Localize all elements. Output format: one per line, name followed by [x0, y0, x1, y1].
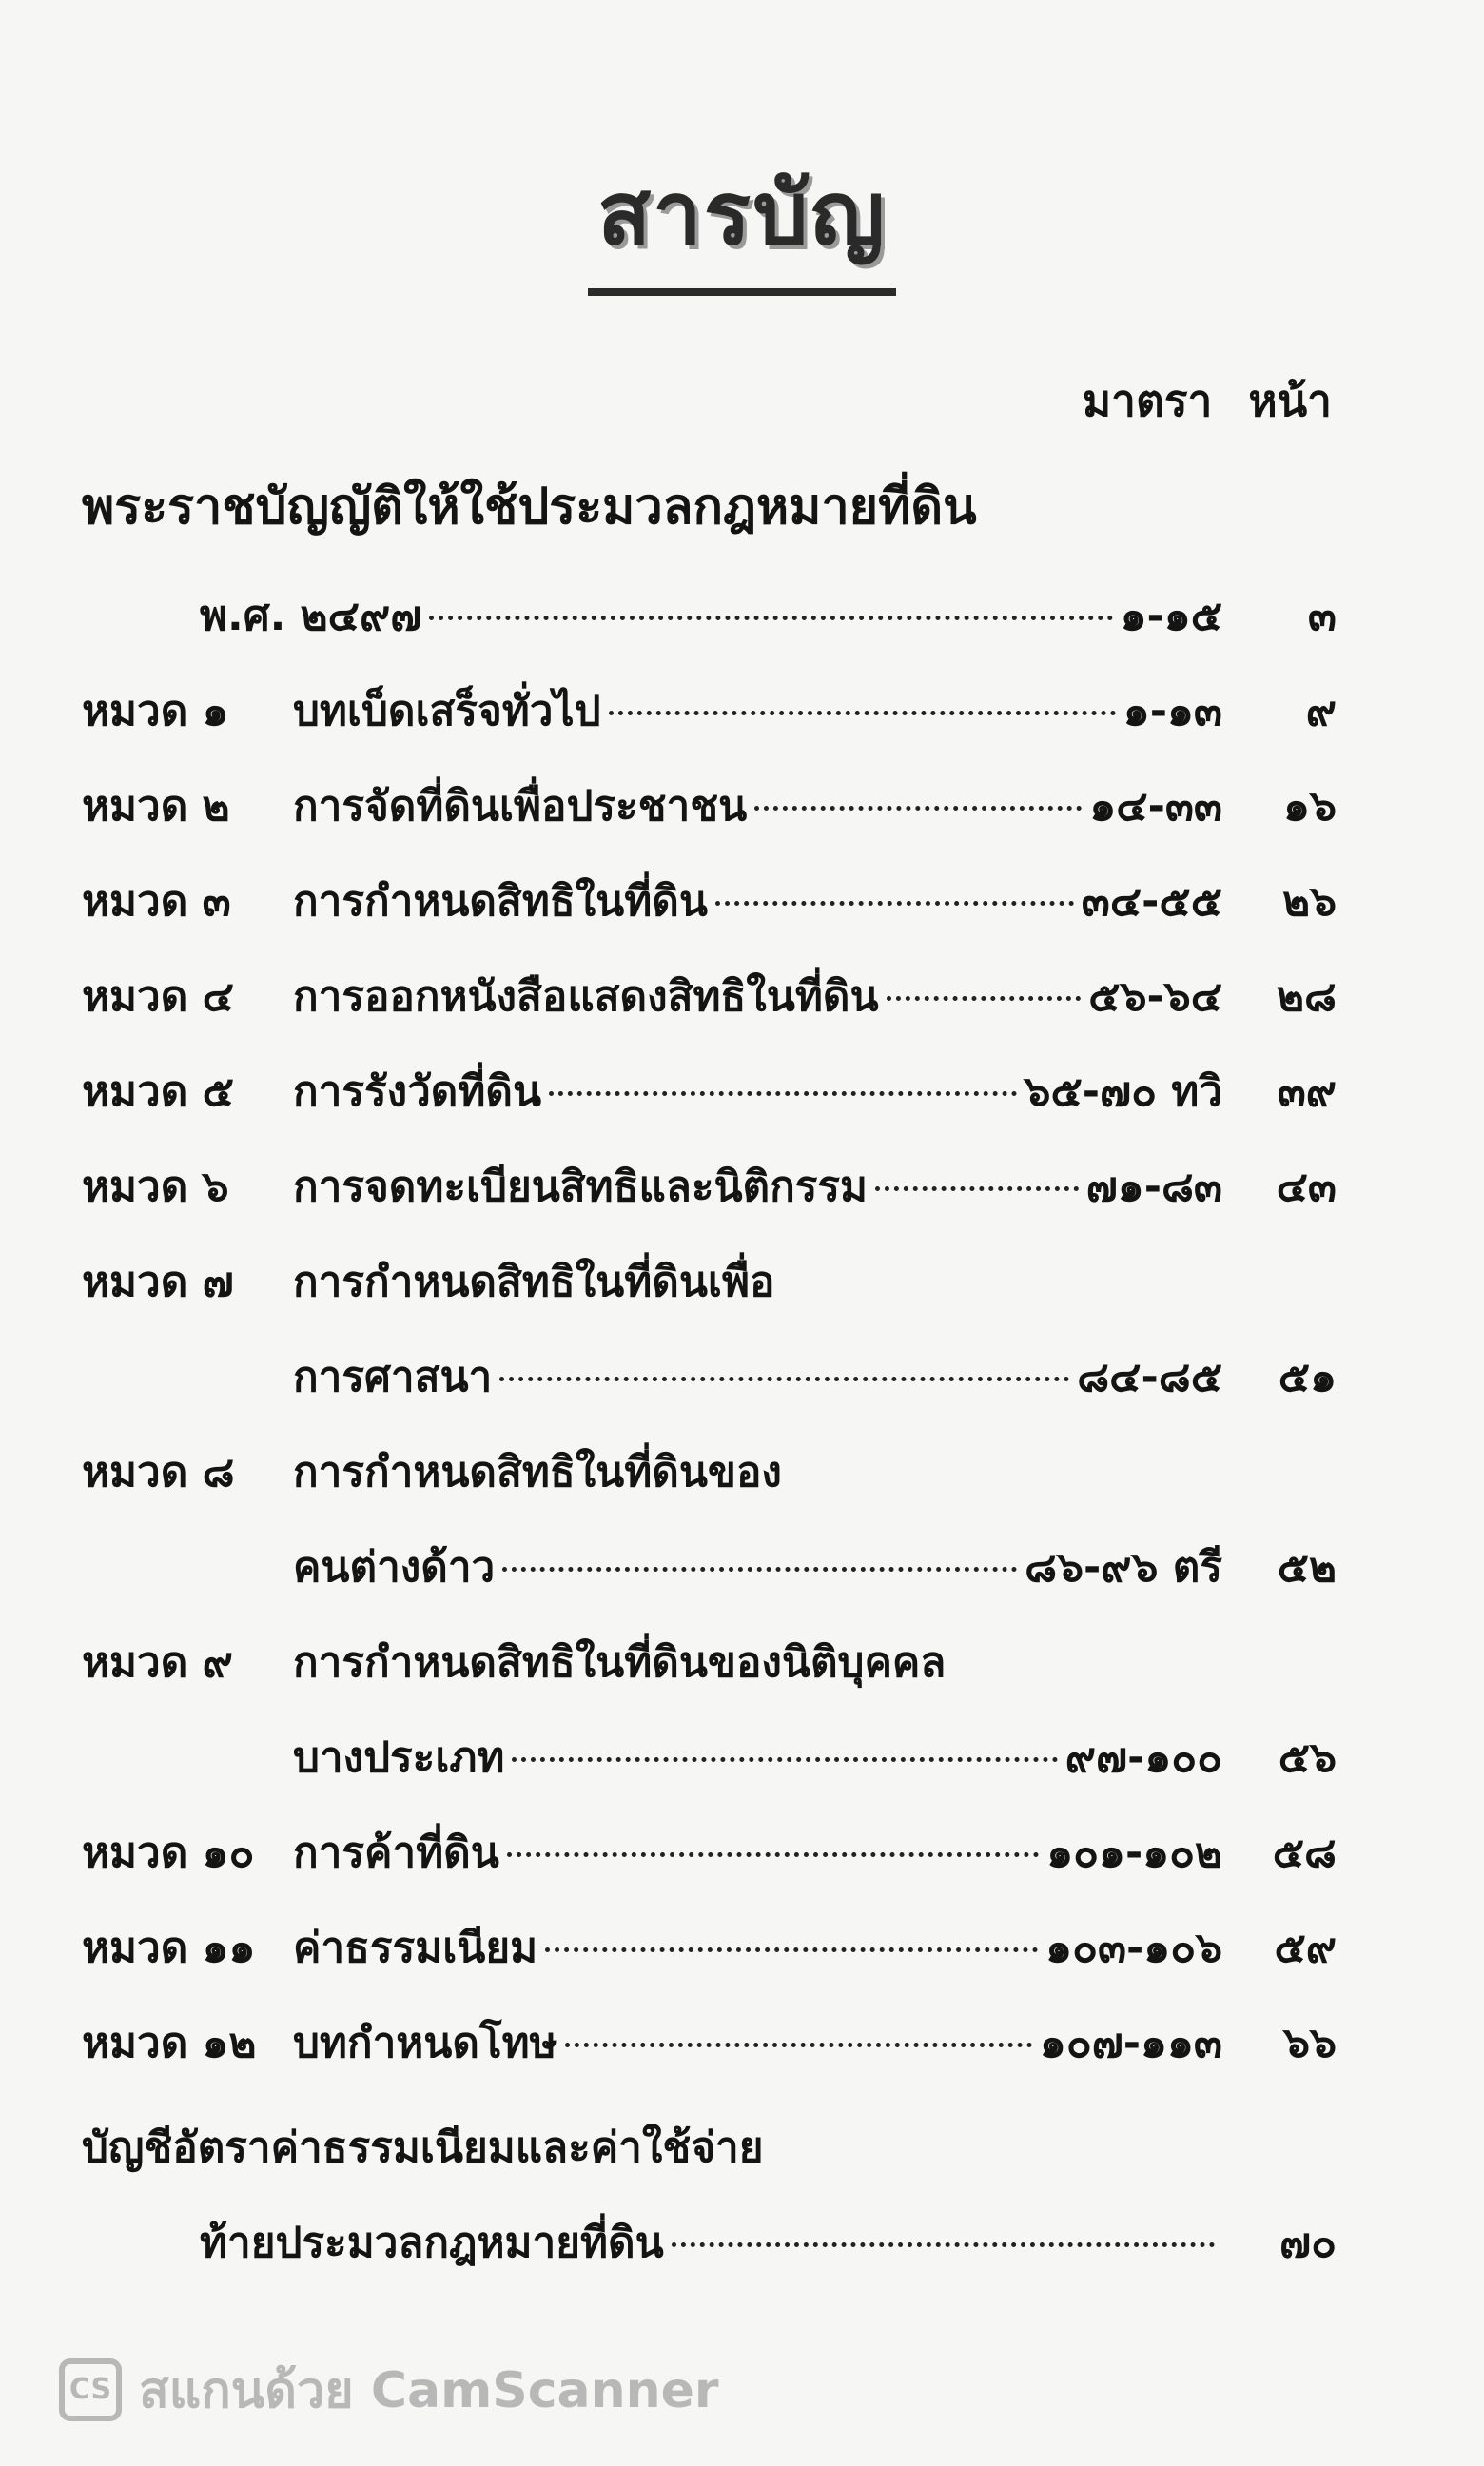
- camscanner-watermark: [59, 2350, 719, 2429]
- dot-leader: [502, 1567, 1017, 1572]
- dot-leader: [565, 2043, 1032, 2047]
- dot-leader: [609, 711, 1116, 715]
- toc-entry-continuation: การศาสนา: [293, 1353, 493, 1401]
- toc-entry-leader: [293, 868, 1222, 934]
- toc-entry-sections: ๑-๑๕: [1120, 592, 1222, 640]
- toc-entry-chapter: หมวด ๒: [82, 782, 230, 831]
- column-header-page: หน้า: [1248, 375, 1332, 426]
- toc-entry-chapter-8: [0, 1438, 1484, 1505]
- toc-entry-text: บทเบ็ดเสร็จทั่วไป: [293, 687, 601, 735]
- toc-entry-chapter-1: [0, 677, 1484, 744]
- toc-entry-chapter: หมวด ๑๑: [82, 1924, 256, 1972]
- toc-entry-sections: ๖๕-๗๐ ทวิ: [1024, 1067, 1222, 1116]
- toc-entry-text: การกำหนดสิทธิในที่ดินของ: [293, 1448, 782, 1497]
- dot-leader: [549, 1091, 1016, 1096]
- toc-entry-page: ๕๘: [1272, 1829, 1337, 1877]
- toc-entry-chapter: หมวด ๓: [82, 877, 231, 926]
- toc-entry-sections: ๕๖-๖๔: [1088, 972, 1222, 1021]
- toc-entry-chapter-9-continuation: [0, 1724, 1484, 1791]
- toc-entry-text: การออกหนังสือแสดงสิทธิในที่ดิน: [293, 972, 879, 1021]
- toc-entry-page: ๑๖: [1283, 782, 1337, 831]
- toc-entry-chapter-3: [0, 868, 1484, 934]
- toc-entry-page: ๓๙: [1277, 1067, 1337, 1116]
- page-title-text: สารบัญ: [588, 143, 896, 296]
- toc-entry-text: บทกำหนดโทษ: [293, 2019, 557, 2067]
- dot-leader: [507, 1852, 1039, 1857]
- toc-entry-page: ๒๘: [1277, 972, 1337, 1021]
- toc-entry-chapter: หมวด ๖: [82, 1163, 229, 1211]
- toc-entry-text: พ.ศ. ๒๔๙๗: [200, 592, 422, 640]
- toc-entry-continuation: คนต่างด้าว: [293, 1543, 496, 1592]
- toc-entry-leader: [200, 2209, 1222, 2276]
- dot-leader: [499, 1377, 1069, 1381]
- dot-leader: [672, 2242, 1215, 2247]
- dot-leader: [429, 616, 1112, 620]
- camscanner-logo-icon: CS: [59, 2358, 122, 2421]
- page-title: [0, 143, 1484, 296]
- toc-entry-chapter-12: [0, 2009, 1484, 2076]
- toc-entry-leader: [293, 773, 1222, 839]
- dot-leader: [512, 1757, 1057, 1762]
- toc-entry-text: ท้ายประมวลกฎหมายที่ดิน: [200, 2219, 664, 2267]
- column-header: [1083, 366, 1332, 436]
- toc-entry-chapter: หมวด ๘: [82, 1448, 235, 1497]
- toc-entry-text: การกำหนดสิทธิในที่ดินของนิติบุคคล: [293, 1638, 947, 1687]
- toc-entry-sections: ๑๔-๓๓: [1089, 782, 1222, 831]
- toc-entry-leader: [293, 1914, 1222, 1981]
- toc-entry-chapter: หมวด ๔: [82, 972, 234, 1021]
- toc-entry-chapter: หมวด ๑๐: [82, 1829, 255, 1877]
- toc-entry-leader: [293, 1153, 1222, 1220]
- toc-entry-sections: ๑๐๓-๑๐๖: [1045, 1924, 1222, 1972]
- toc-entry-sections: ๘๖-๙๖ ตรี: [1025, 1543, 1222, 1592]
- toc-entry-text: ค่าธรรมเนียม: [293, 1924, 538, 1972]
- dot-leader: [545, 1947, 1038, 1952]
- toc-entry-chapter: หมวด ๕: [82, 1067, 234, 1116]
- toc-entry-chapter-7-continuation: [0, 1343, 1484, 1410]
- toc-entry-text: การรังวัดที่ดิน: [293, 1067, 542, 1116]
- toc-entry-chapter-10: [0, 1819, 1484, 1886]
- toc-entry-chapter-7: [0, 1248, 1484, 1315]
- column-header-section: มาตรา: [1082, 375, 1213, 426]
- toc-entry-page: ๖๖: [1283, 2019, 1337, 2067]
- act-title: พระราชบัญญัติให้ใช้ประมวลกฎหมายที่ดิน: [82, 479, 977, 536]
- toc-entry-page: ๙: [1305, 687, 1337, 735]
- toc-entry-sections: ๗๑-๘๓: [1085, 1163, 1222, 1211]
- toc-entry-page: ๔๓: [1276, 1163, 1337, 1211]
- dot-leader: [887, 996, 1082, 1001]
- toc-entry-page: ๕๒: [1277, 1543, 1337, 1592]
- toc-entry-chapter: หมวด ๑๒: [82, 2019, 257, 2067]
- toc-entry-chapter-9: [0, 1629, 1484, 1695]
- toc-entry-sections: ๑๐๗-๑๑๓: [1039, 2019, 1222, 2067]
- toc-entry-page: ๓: [1307, 592, 1337, 640]
- toc-entry-chapter: หมวด ๗: [82, 1258, 234, 1306]
- watermark-text: สแกนด้วย CamScanner: [139, 2362, 719, 2419]
- toc-entry-leader: [293, 1343, 1222, 1410]
- toc-entry-text: การกำหนดสิทธิในที่ดินเพื่อ: [293, 1258, 775, 1306]
- toc-entry-chapter-6: [0, 1153, 1484, 1220]
- toc-entry-chapter: หมวด ๑: [82, 687, 229, 735]
- toc-entry-chapter-8-continuation: [0, 1534, 1484, 1600]
- toc-entry-chapter-11: [0, 1914, 1484, 1981]
- dot-leader: [754, 806, 1082, 811]
- toc-entry-act-year: [0, 582, 1484, 649]
- toc-entry-text: การจดทะเบียนสิทธิและนิติกรรม: [293, 1163, 869, 1211]
- toc-entry-text: การจัดที่ดินเพื่อประชาชน: [293, 782, 748, 831]
- toc-entry-leader: [293, 1819, 1222, 1886]
- toc-entry-page: ๕๖: [1278, 1733, 1337, 1782]
- toc-entry-page: ๒๖: [1282, 877, 1337, 926]
- toc-entry-sections: ๑-๑๓: [1123, 687, 1222, 735]
- toc-entry-leader: [293, 963, 1222, 1029]
- toc-entry-sections: ๙๗-๑๐๐: [1064, 1733, 1222, 1782]
- toc-entry-continuation: บางประเภท: [293, 1733, 505, 1782]
- toc-entry-page: ๗๐: [1279, 2219, 1337, 2267]
- toc-entry-chapter-2: [0, 773, 1484, 839]
- toc-entry-chapter-5: [0, 1058, 1484, 1125]
- toc-entry-sections: ๘๔-๘๕: [1077, 1353, 1222, 1401]
- toc-entry-schedule: [0, 2209, 1484, 2276]
- toc-entry-leader: [293, 1058, 1222, 1125]
- toc-entry-leader: [293, 1724, 1222, 1791]
- toc-entry-text: การค้าที่ดิน: [293, 1829, 499, 1877]
- toc-entry-text: การกำหนดสิทธิในที่ดิน: [293, 877, 708, 926]
- dot-leader: [875, 1186, 1079, 1191]
- toc-entry-page: ๕๑: [1278, 1353, 1337, 1401]
- schedule-title: บัญชีอัตราค่าธรรมเนียมและค่าใช้จ่าย: [82, 2124, 764, 2172]
- toc-entry-leader: [293, 677, 1222, 744]
- toc-entry-sections: ๓๔-๕๕: [1081, 877, 1222, 926]
- toc-entry-chapter-4: [0, 963, 1484, 1029]
- toc-entry-leader: [200, 582, 1222, 649]
- dot-leader: [715, 901, 1074, 906]
- toc-entry-sections: ๑๐๑-๑๐๒: [1046, 1829, 1222, 1877]
- toc-entry-page: ๕๙: [1274, 1924, 1337, 1972]
- toc-entry-leader: [293, 2009, 1222, 2076]
- toc-entry-leader: [293, 1534, 1222, 1600]
- toc-entry-chapter: หมวด ๙: [82, 1638, 233, 1687]
